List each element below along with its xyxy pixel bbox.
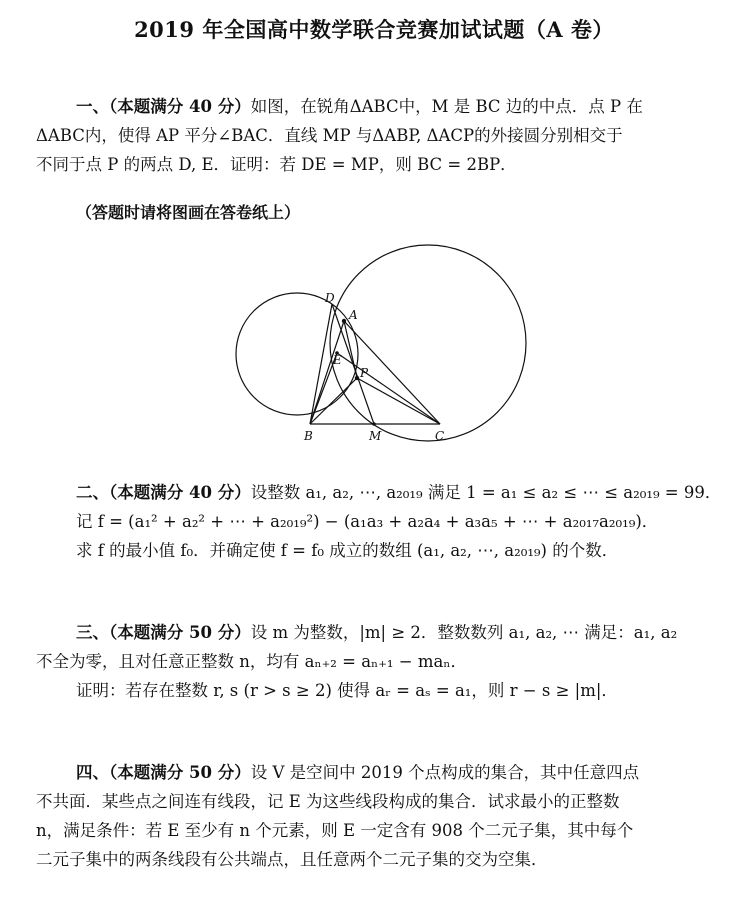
- problem-4-label: 四、（本题满分 50 分）: [76, 763, 251, 782]
- page-title: 2019 年全国高中数学联合竞赛加试试题（A 卷）: [134, 17, 614, 42]
- problem-3-line-2: 不全为零，且对任意正整数 n，均有 aₙ₊₂ = aₙ₊₁ − maₙ．: [36, 652, 467, 671]
- problem-3-line-3: 证明：若存在整数 r, s (r > s ≥ 2) 使得 aᵣ = aₛ = a₁，则 r − s ≥ |m|．: [76, 681, 618, 700]
- problem-4-text-1: 设 V 是空间中 2019 个点构成的集合，其中任意四点: [250, 763, 640, 782]
- label-e: E: [333, 353, 342, 367]
- label-m: M: [369, 429, 382, 443]
- problem-1-line-3: 不同于点 P 的两点 D, E．证明：若 DE = MP，则 BC = 2BP．: [36, 155, 517, 174]
- problem-4: [36, 758, 726, 874]
- problem-4-line-3: n，满足条件：若 E 至少有 n 个元素，则 E 一定含有 908 个二元子集，其中每个: [36, 821, 634, 840]
- problem-2-line-1: [36, 478, 726, 507]
- point-m: [372, 422, 376, 426]
- problem-2-label: 二、（本题满分 40 分）: [76, 483, 251, 502]
- segment-cp: [357, 378, 440, 424]
- problem-3-label: 三、（本题满分 50 分）: [76, 623, 251, 642]
- segment-ab: [310, 321, 344, 424]
- problem-2-text-1: 设整数 a₁, a₂, ⋯, a₂₀₁₉ 满足 1 = a₁ ≤ a₂ ≤ ⋯ ≤ a₂₀₁₉ = 99．: [250, 483, 722, 502]
- problem-3-line-1: [36, 618, 726, 647]
- problem-2-line-2: 记 f = (a₁² + a₂² + ⋯ + a₂₀₁₉²) − (a₁a₃ + a₂a₄ + a₃a₅ + ⋯ + a₂₀₁₇a₂₀₁₉)．: [76, 512, 659, 531]
- problem-2-line-3: 求 f 的最小值 f₀．并确定使 f = f₀ 成立的数组 (a₁, a₂, ⋯, a₂₀₁₉) 的个数．: [76, 541, 619, 560]
- problem-3-text-1: 设 m 为整数，|m| ≥ 2．整数数列 a₁, a₂, ⋯ 满足：a₁, a₂: [250, 623, 678, 642]
- problem-4-line-1: [36, 758, 726, 787]
- problem-1-line-1: [36, 92, 726, 121]
- label-p: P: [360, 366, 369, 380]
- label-b: B: [304, 429, 313, 443]
- problem-1: [36, 92, 726, 179]
- point-a: [342, 319, 346, 323]
- segment-ce: [337, 353, 440, 424]
- problem-3: [36, 618, 726, 705]
- figure-note: （答题时请将图画在答卷纸上）: [76, 203, 301, 222]
- label-d: D: [325, 291, 335, 305]
- problem-1-text-1: 如图，在锐角ΔABC中，M 是 BC 边的中点．点 P 在: [250, 97, 643, 116]
- problem-2: [36, 478, 726, 565]
- problem-4-line-4: 二元子集中的两条线段有公共端点，且任意两个二元子集的交为空集．: [36, 850, 548, 869]
- geometry-figure: [220, 240, 540, 450]
- segment-ac: [344, 321, 440, 424]
- label-c: C: [435, 429, 445, 443]
- label-a: A: [349, 308, 358, 322]
- problem-1-line-2: ΔABC内，使得 AP 平分∠BAC．直线 MP 与ΔABP, ΔACP的外接圆分别相交于: [36, 126, 623, 145]
- problem-4-line-2: 不共面．某些点之间连有线段，记 E 为这些线段构成的集合．试求最小的正整数: [36, 792, 620, 811]
- point-p: [355, 376, 359, 380]
- problem-1-label: 一、（本题满分 40 分）: [76, 97, 251, 116]
